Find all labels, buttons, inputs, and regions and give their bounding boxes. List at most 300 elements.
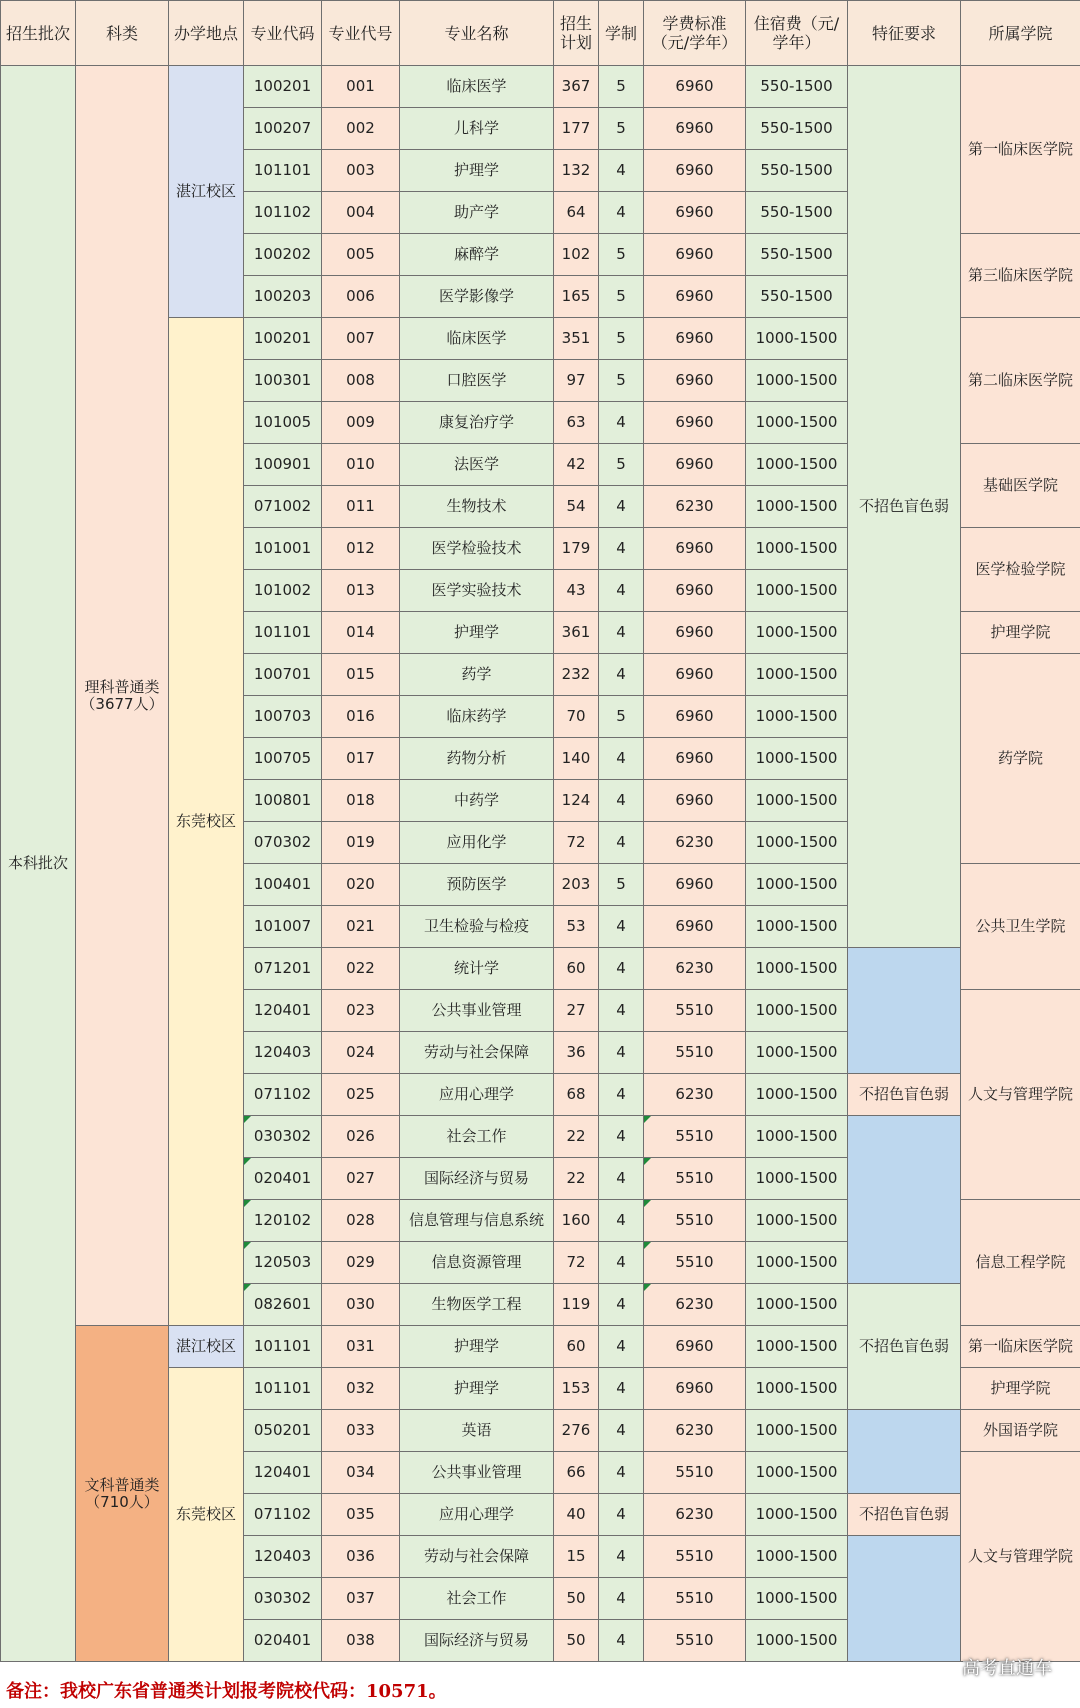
major-number-cell: 036 xyxy=(322,1536,400,1578)
major-code-cell: 101007 xyxy=(244,906,322,948)
plan-cell: 60 xyxy=(554,948,599,990)
major-code-cell: 100701 xyxy=(244,654,322,696)
major-number-cell: 031 xyxy=(322,1326,400,1368)
plan-cell: 203 xyxy=(554,864,599,906)
major-code-cell: 071102 xyxy=(244,1494,322,1536)
requirement-cell xyxy=(848,1536,961,1662)
major-name-cell: 麻醉学 xyxy=(400,234,554,276)
tuition-cell: 6230 xyxy=(644,486,746,528)
years-cell: 4 xyxy=(599,192,644,234)
header-years: 学制 xyxy=(599,1,644,66)
major-name-cell: 护理学 xyxy=(400,150,554,192)
major-number-cell: 002 xyxy=(322,108,400,150)
major-number-cell: 001 xyxy=(322,66,400,108)
major-number-cell: 020 xyxy=(322,864,400,906)
years-cell: 4 xyxy=(599,1578,644,1620)
major-number-cell: 034 xyxy=(322,1452,400,1494)
major-name-cell: 预防医学 xyxy=(400,864,554,906)
major-number-cell: 033 xyxy=(322,1410,400,1452)
dorm-fee-cell: 550-1500 xyxy=(746,66,848,108)
major-code-cell: 100201 xyxy=(244,66,322,108)
major-number-cell: 003 xyxy=(322,150,400,192)
years-cell: 5 xyxy=(599,444,644,486)
major-code-cell: 030302 xyxy=(244,1578,322,1620)
major-name-cell: 医学影像学 xyxy=(400,276,554,318)
tuition-cell: 6230 xyxy=(644,1410,746,1452)
tuition-cell: 5510 xyxy=(644,1620,746,1662)
years-cell: 4 xyxy=(599,906,644,948)
dorm-fee-cell: 1000-1500 xyxy=(746,1494,848,1536)
plan-cell: 102 xyxy=(554,234,599,276)
years-cell: 4 xyxy=(599,738,644,780)
major-code-cell: 071201 xyxy=(244,948,322,990)
plan-cell: 66 xyxy=(554,1452,599,1494)
major-name-cell: 助产学 xyxy=(400,192,554,234)
college-cell: 医学检验学院 xyxy=(961,528,1080,612)
major-code-cell: 071102 xyxy=(244,1074,322,1116)
years-cell: 4 xyxy=(599,150,644,192)
years-cell: 4 xyxy=(599,1074,644,1116)
requirement-cell xyxy=(848,1410,961,1494)
major-name-cell: 公共事业管理 xyxy=(400,1452,554,1494)
tuition-cell: 6960 xyxy=(644,906,746,948)
major-number-cell: 027 xyxy=(322,1158,400,1200)
major-code-cell: 100901 xyxy=(244,444,322,486)
years-cell: 4 xyxy=(599,1326,644,1368)
college-cell: 第三临床医学院 xyxy=(961,234,1080,318)
plan-cell: 132 xyxy=(554,150,599,192)
dorm-fee-cell: 1000-1500 xyxy=(746,990,848,1032)
major-number-cell: 015 xyxy=(322,654,400,696)
years-cell: 4 xyxy=(599,948,644,990)
major-number-cell: 026 xyxy=(322,1116,400,1158)
requirement-cell: 不招色盲色弱 xyxy=(848,1284,961,1410)
major-number-cell: 008 xyxy=(322,360,400,402)
header-row xyxy=(1,1,1080,66)
tuition-cell: 6960 xyxy=(644,66,746,108)
tuition-cell: 6960 xyxy=(644,780,746,822)
major-name-cell: 英语 xyxy=(400,1410,554,1452)
major-code-cell: 082601 xyxy=(244,1284,322,1326)
major-name-cell: 社会工作 xyxy=(400,1578,554,1620)
major-number-cell: 032 xyxy=(322,1368,400,1410)
dorm-fee-cell: 1000-1500 xyxy=(746,1452,848,1494)
years-cell: 4 xyxy=(599,780,644,822)
dorm-fee-cell: 550-1500 xyxy=(746,150,848,192)
years-cell: 4 xyxy=(599,1158,644,1200)
plan-cell: 351 xyxy=(554,318,599,360)
dorm-fee-cell: 1000-1500 xyxy=(746,1368,848,1410)
major-code-cell: 101101 xyxy=(244,1326,322,1368)
dorm-fee-cell: 1000-1500 xyxy=(746,318,848,360)
plan-cell: 40 xyxy=(554,1494,599,1536)
years-cell: 4 xyxy=(599,528,644,570)
major-name-cell: 护理学 xyxy=(400,612,554,654)
major-name-cell: 社会工作 xyxy=(400,1116,554,1158)
header-major-number: 专业代号 xyxy=(322,1,400,66)
major-number-cell: 005 xyxy=(322,234,400,276)
requirement-cell xyxy=(848,1116,961,1284)
major-code-cell: 101101 xyxy=(244,1368,322,1410)
plan-cell: 22 xyxy=(554,1116,599,1158)
dorm-fee-cell: 1000-1500 xyxy=(746,528,848,570)
dorm-fee-cell: 1000-1500 xyxy=(746,1410,848,1452)
dorm-fee-cell: 1000-1500 xyxy=(746,906,848,948)
years-cell: 5 xyxy=(599,864,644,906)
major-number-cell: 035 xyxy=(322,1494,400,1536)
major-number-cell: 017 xyxy=(322,738,400,780)
years-cell: 5 xyxy=(599,696,644,738)
college-cell: 第一临床医学院 xyxy=(961,66,1080,234)
watermark: 高考直通车 xyxy=(962,1658,1052,1679)
major-name-cell: 医学实验技术 xyxy=(400,570,554,612)
tuition-cell: 5510 xyxy=(644,1158,746,1200)
tuition-cell: 5510 xyxy=(644,990,746,1032)
plan-cell: 60 xyxy=(554,1326,599,1368)
years-cell: 4 xyxy=(599,486,644,528)
header-category: 科类 xyxy=(76,1,169,66)
plan-cell: 64 xyxy=(554,192,599,234)
major-number-cell: 023 xyxy=(322,990,400,1032)
tuition-cell: 6960 xyxy=(644,318,746,360)
tuition-cell: 5510 xyxy=(644,1536,746,1578)
plan-cell: 97 xyxy=(554,360,599,402)
tuition-cell: 5510 xyxy=(644,1032,746,1074)
plan-cell: 53 xyxy=(554,906,599,948)
major-name-cell: 生物医学工程 xyxy=(400,1284,554,1326)
major-number-cell: 019 xyxy=(322,822,400,864)
years-cell: 4 xyxy=(599,1032,644,1074)
plan-cell: 153 xyxy=(554,1368,599,1410)
major-code-cell: 120401 xyxy=(244,1452,322,1494)
plan-cell: 276 xyxy=(554,1410,599,1452)
years-cell: 4 xyxy=(599,570,644,612)
major-code-cell: 101101 xyxy=(244,150,322,192)
major-number-cell: 038 xyxy=(322,1620,400,1662)
plan-cell: 15 xyxy=(554,1536,599,1578)
major-name-cell: 临床医学 xyxy=(400,318,554,360)
major-name-cell: 公共事业管理 xyxy=(400,990,554,1032)
plan-cell: 361 xyxy=(554,612,599,654)
header-dorm-fee: 住宿费（元/学年） xyxy=(746,1,848,66)
tuition-cell: 6960 xyxy=(644,150,746,192)
requirement-cell: 不招色盲色弱 xyxy=(848,1074,961,1116)
major-number-cell: 006 xyxy=(322,276,400,318)
major-code-cell: 100203 xyxy=(244,276,322,318)
years-cell: 5 xyxy=(599,276,644,318)
major-number-cell: 013 xyxy=(322,570,400,612)
dorm-fee-cell: 1000-1500 xyxy=(746,570,848,612)
campus-cell: 湛江校区 xyxy=(169,66,244,318)
dorm-fee-cell: 1000-1500 xyxy=(746,1620,848,1662)
plan-cell: 160 xyxy=(554,1200,599,1242)
plan-cell: 68 xyxy=(554,1074,599,1116)
requirement-cell xyxy=(848,948,961,1074)
header-tuition: 学费标准（元/学年） xyxy=(644,1,746,66)
table-body xyxy=(1,1,1080,1662)
dorm-fee-cell: 1000-1500 xyxy=(746,1200,848,1242)
years-cell: 5 xyxy=(599,234,644,276)
plan-cell: 367 xyxy=(554,66,599,108)
plan-cell: 50 xyxy=(554,1620,599,1662)
plan-cell: 119 xyxy=(554,1284,599,1326)
requirement-cell: 不招色盲色弱 xyxy=(848,66,961,948)
tuition-cell: 6960 xyxy=(644,1326,746,1368)
major-name-cell: 应用心理学 xyxy=(400,1074,554,1116)
dorm-fee-cell: 1000-1500 xyxy=(746,1536,848,1578)
college-cell: 公共卫生学院 xyxy=(961,864,1080,990)
major-name-cell: 护理学 xyxy=(400,1326,554,1368)
years-cell: 4 xyxy=(599,402,644,444)
batch-cell: 本科批次 xyxy=(1,66,76,1662)
header-plan: 招生计划 xyxy=(554,1,599,66)
major-code-cell: 071002 xyxy=(244,486,322,528)
dorm-fee-cell: 1000-1500 xyxy=(746,1032,848,1074)
dorm-fee-cell: 550-1500 xyxy=(746,192,848,234)
years-cell: 4 xyxy=(599,1242,644,1284)
major-code-cell: 120403 xyxy=(244,1536,322,1578)
dorm-fee-cell: 1000-1500 xyxy=(746,444,848,486)
major-name-cell: 统计学 xyxy=(400,948,554,990)
major-number-cell: 014 xyxy=(322,612,400,654)
dorm-fee-cell: 1000-1500 xyxy=(746,1116,848,1158)
major-code-cell: 020401 xyxy=(244,1158,322,1200)
major-code-cell: 120102 xyxy=(244,1200,322,1242)
major-name-cell: 口腔医学 xyxy=(400,360,554,402)
plan-cell: 140 xyxy=(554,738,599,780)
major-code-cell: 120403 xyxy=(244,1032,322,1074)
major-name-cell: 医学检验技术 xyxy=(400,528,554,570)
campus-cell: 湛江校区 xyxy=(169,1326,244,1368)
major-name-cell: 中药学 xyxy=(400,780,554,822)
category-cell: 理科普通类（3677人） xyxy=(76,66,169,1326)
major-name-cell: 护理学 xyxy=(400,1368,554,1410)
major-number-cell: 037 xyxy=(322,1578,400,1620)
dorm-fee-cell: 1000-1500 xyxy=(746,696,848,738)
tuition-cell: 6960 xyxy=(644,570,746,612)
years-cell: 4 xyxy=(599,822,644,864)
dorm-fee-cell: 1000-1500 xyxy=(746,738,848,780)
header-college: 所属学院 xyxy=(961,1,1080,66)
years-cell: 4 xyxy=(599,1620,644,1662)
major-name-cell: 生物技术 xyxy=(400,486,554,528)
years-cell: 5 xyxy=(599,108,644,150)
plan-cell: 177 xyxy=(554,108,599,150)
college-cell: 第一临床医学院 xyxy=(961,1326,1080,1368)
major-name-cell: 应用化学 xyxy=(400,822,554,864)
major-number-cell: 028 xyxy=(322,1200,400,1242)
major-code-cell: 100301 xyxy=(244,360,322,402)
years-cell: 4 xyxy=(599,1116,644,1158)
major-code-cell: 100801 xyxy=(244,780,322,822)
years-cell: 4 xyxy=(599,1410,644,1452)
tuition-cell: 6230 xyxy=(644,1494,746,1536)
major-code-cell: 030302 xyxy=(244,1116,322,1158)
years-cell: 4 xyxy=(599,1536,644,1578)
years-cell: 4 xyxy=(599,1494,644,1536)
years-cell: 5 xyxy=(599,66,644,108)
major-name-cell: 法医学 xyxy=(400,444,554,486)
major-code-cell: 100202 xyxy=(244,234,322,276)
dorm-fee-cell: 550-1500 xyxy=(746,276,848,318)
dorm-fee-cell: 1000-1500 xyxy=(746,612,848,654)
years-cell: 5 xyxy=(599,318,644,360)
major-code-cell: 101005 xyxy=(244,402,322,444)
tuition-cell: 6960 xyxy=(644,276,746,318)
tuition-cell: 6960 xyxy=(644,612,746,654)
dorm-fee-cell: 1000-1500 xyxy=(746,1242,848,1284)
plan-cell: 36 xyxy=(554,1032,599,1074)
major-number-cell: 018 xyxy=(322,780,400,822)
plan-cell: 43 xyxy=(554,570,599,612)
major-code-cell: 100401 xyxy=(244,864,322,906)
major-name-cell: 康复治疗学 xyxy=(400,402,554,444)
major-name-cell: 临床药学 xyxy=(400,696,554,738)
dorm-fee-cell: 1000-1500 xyxy=(746,864,848,906)
tuition-cell: 6960 xyxy=(644,738,746,780)
college-cell: 人文与管理学院 xyxy=(961,990,1080,1200)
dorm-fee-cell: 1000-1500 xyxy=(746,654,848,696)
dorm-fee-cell: 1000-1500 xyxy=(746,1158,848,1200)
plan-cell: 124 xyxy=(554,780,599,822)
dorm-fee-cell: 1000-1500 xyxy=(746,780,848,822)
major-name-cell: 药学 xyxy=(400,654,554,696)
tuition-cell: 5510 xyxy=(644,1452,746,1494)
major-name-cell: 儿科学 xyxy=(400,108,554,150)
plan-cell: 63 xyxy=(554,402,599,444)
plan-cell: 54 xyxy=(554,486,599,528)
dorm-fee-cell: 550-1500 xyxy=(746,234,848,276)
major-number-cell: 011 xyxy=(322,486,400,528)
major-code-cell: 101001 xyxy=(244,528,322,570)
major-number-cell: 029 xyxy=(322,1242,400,1284)
college-cell: 第二临床医学院 xyxy=(961,318,1080,444)
tuition-cell: 5510 xyxy=(644,1200,746,1242)
college-cell: 基础医学院 xyxy=(961,444,1080,528)
campus-cell: 东莞校区 xyxy=(169,318,244,1326)
header-batch: 招生批次 xyxy=(1,1,76,66)
tuition-cell: 6960 xyxy=(644,528,746,570)
years-cell: 4 xyxy=(599,654,644,696)
major-name-cell: 劳动与社会保障 xyxy=(400,1536,554,1578)
major-name-cell: 药物分析 xyxy=(400,738,554,780)
tuition-cell: 6230 xyxy=(644,948,746,990)
plan-cell: 72 xyxy=(554,822,599,864)
tuition-cell: 5510 xyxy=(644,1578,746,1620)
college-cell: 信息工程学院 xyxy=(961,1200,1080,1326)
major-code-cell: 100705 xyxy=(244,738,322,780)
category-cell: 文科普通类（710人） xyxy=(76,1326,169,1662)
major-number-cell: 007 xyxy=(322,318,400,360)
tuition-cell: 6960 xyxy=(644,864,746,906)
major-code-cell: 100703 xyxy=(244,696,322,738)
plan-cell: 27 xyxy=(554,990,599,1032)
major-code-cell: 050201 xyxy=(244,1410,322,1452)
major-name-cell: 卫生检验与检疫 xyxy=(400,906,554,948)
major-number-cell: 022 xyxy=(322,948,400,990)
years-cell: 4 xyxy=(599,1284,644,1326)
major-number-cell: 021 xyxy=(322,906,400,948)
plan-cell: 165 xyxy=(554,276,599,318)
major-code-cell: 120503 xyxy=(244,1242,322,1284)
plan-cell: 179 xyxy=(554,528,599,570)
dorm-fee-cell: 1000-1500 xyxy=(746,822,848,864)
major-number-cell: 024 xyxy=(322,1032,400,1074)
major-number-cell: 010 xyxy=(322,444,400,486)
major-name-cell: 国际经济与贸易 xyxy=(400,1620,554,1662)
tuition-cell: 6230 xyxy=(644,822,746,864)
dorm-fee-cell: 1000-1500 xyxy=(746,1326,848,1368)
plan-cell: 72 xyxy=(554,1242,599,1284)
college-cell: 外国语学院 xyxy=(961,1410,1080,1452)
tuition-cell: 6960 xyxy=(644,1368,746,1410)
major-number-cell: 030 xyxy=(322,1284,400,1326)
header-requirements: 特征要求 xyxy=(848,1,961,66)
major-code-cell: 120401 xyxy=(244,990,322,1032)
major-number-cell: 004 xyxy=(322,192,400,234)
dorm-fee-cell: 1000-1500 xyxy=(746,948,848,990)
major-code-cell: 020401 xyxy=(244,1620,322,1662)
college-cell: 药学院 xyxy=(961,654,1080,864)
plan-cell: 22 xyxy=(554,1158,599,1200)
dorm-fee-cell: 1000-1500 xyxy=(746,486,848,528)
major-number-cell: 016 xyxy=(322,696,400,738)
tuition-cell: 6960 xyxy=(644,192,746,234)
plan-cell: 232 xyxy=(554,654,599,696)
years-cell: 4 xyxy=(599,1200,644,1242)
dorm-fee-cell: 1000-1500 xyxy=(746,1284,848,1326)
campus-cell: 东莞校区 xyxy=(169,1368,244,1662)
major-number-cell: 009 xyxy=(322,402,400,444)
college-cell: 护理学院 xyxy=(961,1368,1080,1410)
header-campus: 办学地点 xyxy=(169,1,244,66)
header-major-name: 专业名称 xyxy=(400,1,554,66)
major-name-cell: 应用心理学 xyxy=(400,1494,554,1536)
major-name-cell: 国际经济与贸易 xyxy=(400,1158,554,1200)
tuition-cell: 6230 xyxy=(644,1284,746,1326)
major-name-cell: 信息管理与信息系统 xyxy=(400,1200,554,1242)
major-code-cell: 101101 xyxy=(244,612,322,654)
major-name-cell: 临床医学 xyxy=(400,66,554,108)
tuition-cell: 5510 xyxy=(644,1116,746,1158)
college-cell: 人文与管理学院 xyxy=(961,1452,1080,1662)
table-row xyxy=(1,66,1080,108)
plan-cell: 42 xyxy=(554,444,599,486)
major-number-cell: 012 xyxy=(322,528,400,570)
dorm-fee-cell: 1000-1500 xyxy=(746,1074,848,1116)
dorm-fee-cell: 550-1500 xyxy=(746,108,848,150)
major-code-cell: 100207 xyxy=(244,108,322,150)
dorm-fee-cell: 1000-1500 xyxy=(746,1578,848,1620)
tuition-cell: 6960 xyxy=(644,654,746,696)
major-name-cell: 信息资源管理 xyxy=(400,1242,554,1284)
plan-cell: 70 xyxy=(554,696,599,738)
tuition-cell: 6960 xyxy=(644,444,746,486)
tuition-cell: 6960 xyxy=(644,234,746,276)
requirement-cell: 不招色盲色弱 xyxy=(848,1494,961,1536)
major-code-cell: 101102 xyxy=(244,192,322,234)
major-number-cell: 025 xyxy=(322,1074,400,1116)
college-cell: 护理学院 xyxy=(961,612,1080,654)
header-major-code: 专业代码 xyxy=(244,1,322,66)
years-cell: 5 xyxy=(599,360,644,402)
tuition-cell: 6960 xyxy=(644,696,746,738)
major-code-cell: 100201 xyxy=(244,318,322,360)
years-cell: 4 xyxy=(599,612,644,654)
years-cell: 4 xyxy=(599,1368,644,1410)
major-code-cell: 101002 xyxy=(244,570,322,612)
tuition-cell: 5510 xyxy=(644,1242,746,1284)
